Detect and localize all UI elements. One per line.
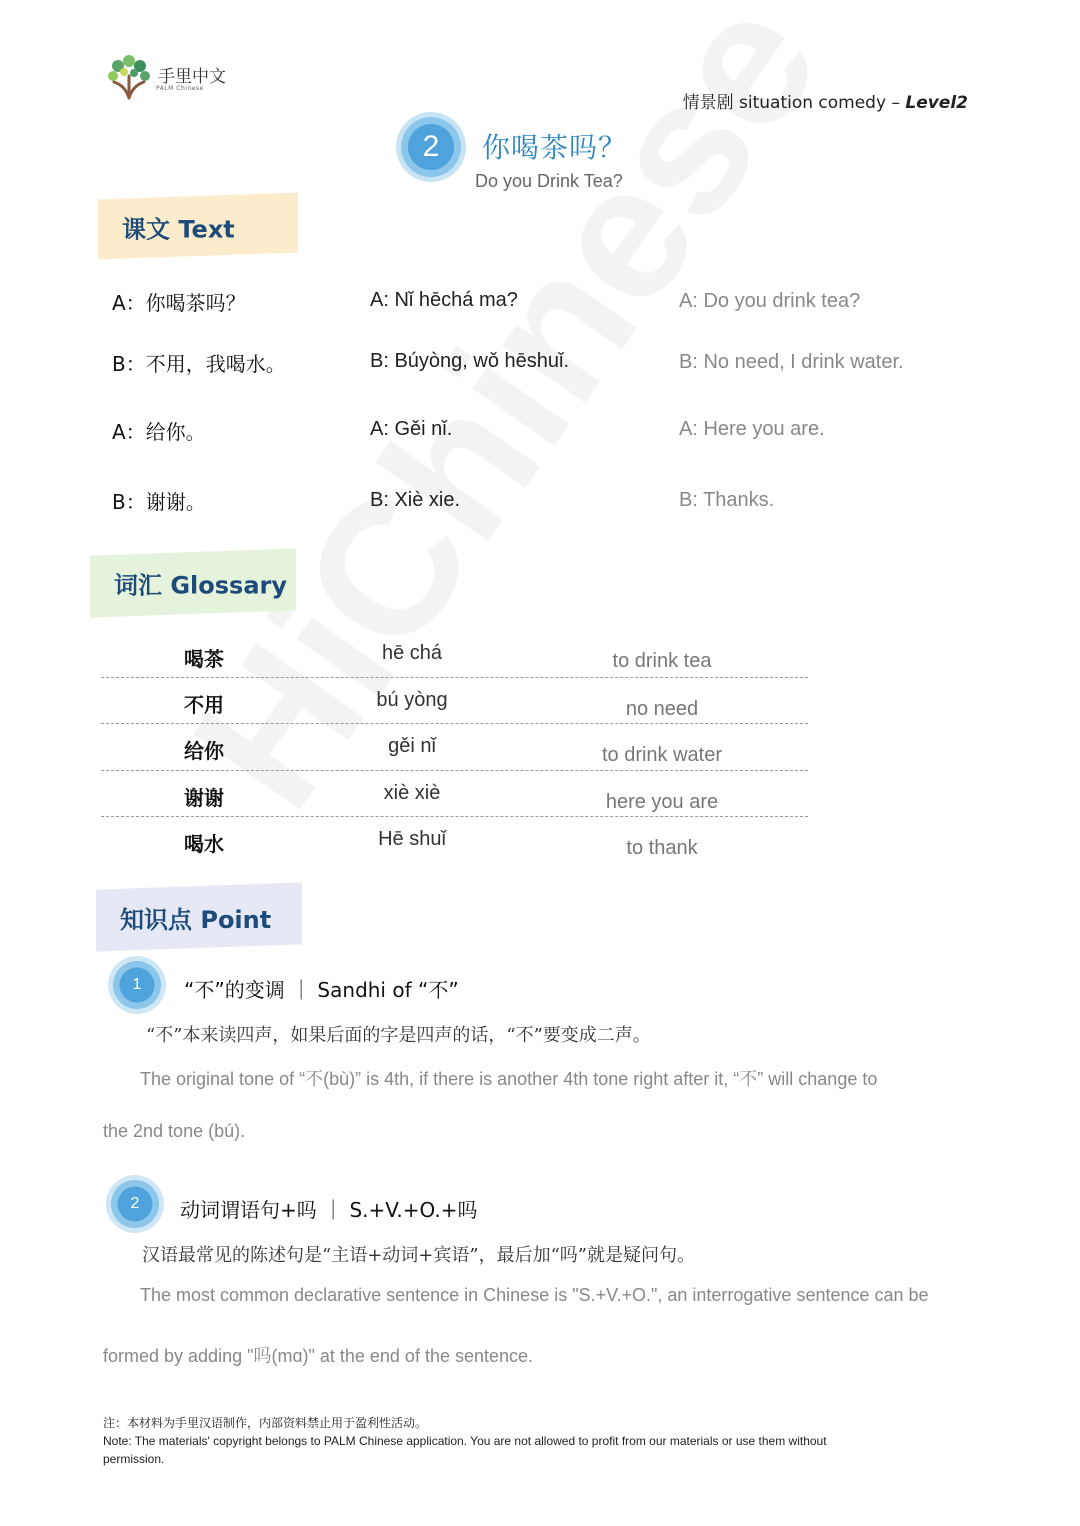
point-explanation-en: The most common declarative sentence in Chinese is "S.+V.+O.", an interrogative sentence can be xyxy=(140,1285,929,1305)
point-explanation-cn: “不”本来读四声，如果后面的字是四声的话，“不”要变成二声。 xyxy=(146,1025,651,1046)
point-explanation-en-cont: the 2nd tone (bú). xyxy=(103,1121,246,1141)
series-text: 情景剧 situation comedy – xyxy=(682,93,906,113)
lesson-number-badge: 2 xyxy=(396,112,466,182)
glossary-pinyin: gěi nǐ xyxy=(388,735,436,757)
glossary-meaning: to drink water xyxy=(601,744,723,766)
dialogue-line-pinyin: B: Xiè xie. xyxy=(370,489,461,511)
section-text-banner xyxy=(98,193,298,260)
dialogue-line-pinyin: A: Gěi nǐ. xyxy=(370,418,453,440)
glossary-pinyin: bú yòng xyxy=(376,689,448,711)
glossary-word: 喝水 xyxy=(184,832,224,856)
lesson-title-cn: 你喝茶吗？ xyxy=(482,131,628,164)
glossary-meaning: to drink tea xyxy=(612,650,712,672)
dialogue-line-cn: A：你喝茶吗？ xyxy=(112,291,246,315)
point-title: “不”的变调 ｜ Sandhi of “不” xyxy=(184,978,459,1002)
lesson-title-en: Do you Drink Tea? xyxy=(475,171,623,191)
dialogue-line-cn: A：给你。 xyxy=(112,420,206,444)
footer-note-en-cont: permission. xyxy=(103,1452,165,1466)
glossary-word: 不用 xyxy=(184,693,224,717)
brand-tagline: PALM Chinese xyxy=(156,85,204,92)
dialogue-line-pinyin: B: Búyòng, wǒ hēshuǐ. xyxy=(370,350,570,372)
section-point-banner xyxy=(96,882,302,951)
point-explanation-en-cont: formed by adding "吗(mɑ)" at the end of the sentence. xyxy=(103,1346,534,1366)
glossary-word: 给你 xyxy=(184,739,224,763)
glossary-word: 喝茶 xyxy=(184,647,224,671)
dialogue-line-pinyin: A: Nǐ hēchá ma? xyxy=(370,289,518,311)
dialogue-line-en: B: No need, I drink water. xyxy=(679,351,904,373)
point-explanation-cn: 汉语最常见的陈述句是“主语+动词+宾语”，最后加“吗”就是疑问句。 xyxy=(142,1245,695,1266)
point-number-badge: 2 xyxy=(106,1175,164,1233)
point-number-badge: 1 xyxy=(108,956,166,1014)
footer-note-cn: 注：本材料为手里汉语制作，内部资料禁止用于盈利性活动。 xyxy=(103,1416,428,1430)
glossary-pinyin: hē chá xyxy=(381,642,443,664)
footer-note-en: Note: The materials' copyright belongs to PALM Chinese application. You are not allowed to profit from our materials or use them without xyxy=(103,1434,827,1448)
glossary-divider xyxy=(101,770,808,771)
section-point-title: 知识点 Point xyxy=(120,905,272,934)
glossary-meaning: no need xyxy=(625,698,699,720)
palm-chinese-logo xyxy=(104,52,244,102)
dialogue-line-cn: B：不用，我喝水。 xyxy=(112,352,286,376)
glossary-divider xyxy=(101,816,808,817)
point-explanation-en: The original tone of “不(bù)” is 4th, if there is another 4th tone right after it, “不” will change to xyxy=(140,1069,878,1089)
section-glossary-banner xyxy=(90,548,296,617)
glossary-divider xyxy=(101,677,808,678)
section-glossary-title: 词汇 Glossary xyxy=(114,571,288,600)
dialogue-line-en: B: Thanks. xyxy=(679,489,775,511)
section-text-title: 课文 Text xyxy=(122,215,235,244)
glossary-meaning: here you are xyxy=(605,791,719,813)
brand-name: 手里中文 xyxy=(158,67,226,87)
glossary-pinyin: Hē shuǐ xyxy=(378,828,446,850)
glossary-word: 谢谢 xyxy=(184,786,224,810)
point-title: 动词谓语句+吗 ｜ S.+V.+O.+吗 xyxy=(180,1198,478,1222)
tree-logo-icon xyxy=(104,52,154,102)
series-label xyxy=(683,88,968,113)
dialogue-line-en: A: Do you drink tea? xyxy=(679,290,861,312)
glossary-meaning: to thank xyxy=(626,837,698,859)
dialogue-line-en: A: Here you are. xyxy=(679,418,825,440)
glossary-divider xyxy=(101,723,808,724)
dialogue-line-cn: B：谢谢。 xyxy=(112,490,206,514)
level-label: Level2 xyxy=(905,93,968,113)
glossary-pinyin: xiè xiè xyxy=(383,782,441,804)
